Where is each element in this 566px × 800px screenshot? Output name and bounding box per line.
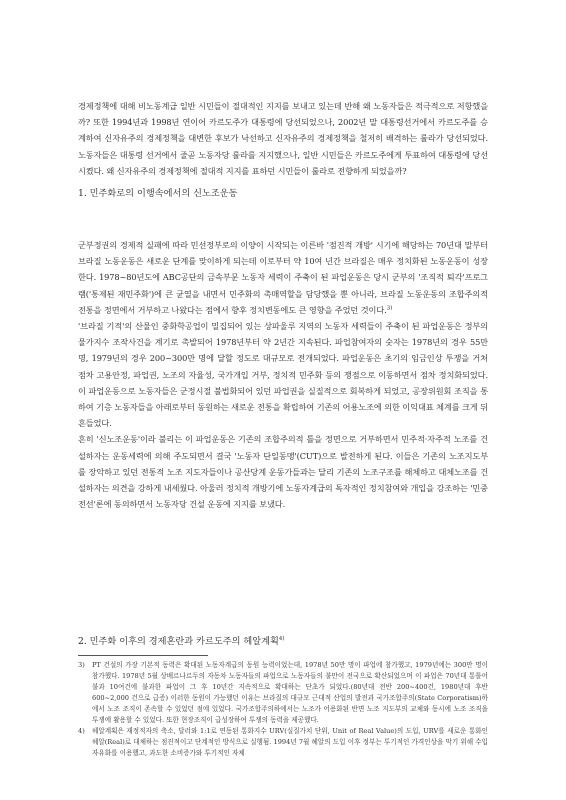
footnote-divider bbox=[78, 655, 208, 656]
footnote-ref-4[interactable]: 4) bbox=[278, 635, 285, 642]
intro-paragraph-text: 경제정책에 대해 비노동계급 일반 시민들이 절대적인 지지를 보내고 있는데 반해 왜 노동자들은 적극적으로 저항했을까? 또한 1994년과 1998년 연이어 카르도주가 대통령에 당선되었으나, 2002년 말 대통령선거에서 카르도주를 승계하여 신자유주의 경제정책을 대변한 후보가 낙선하고 신자유주의 경제정책을 철저히 배격하는 룰라가 당선되었다. 노동자들은 대통령 선거에서 줄곧 노동자당 룰라를 지지했으나, 일반 시민들은 카르도주에게 투표하여 대통령에 당선시켰다. 왜 신자유주의 경제정책에 절대적 지지를 표하던 시민들이 룰라로 전향하게 되었을까? bbox=[78, 101, 488, 176]
section-1-heading: 1. 민주화로의 이행속에서의 신노조운동 bbox=[78, 188, 238, 199]
footnote-text: 헤알계획은 재정적자의 축소, 달러와 1:1로 연동된 통화지수 URV(실질가치 단위, Unit of Real Value)의 도입, URV를 새로운 통화인 헤알(Real)로 대체하는 점진적이고 단계적인 방식으로 실행됨. 1994년 7월 헤알의 도입 이후 정부는 투기적인 가격인상을 막기 위해 수입자유화를 이용했고, 과도한 소비증가와 투기적인 자체 bbox=[92, 727, 488, 757]
footnote-ref-3[interactable]: 3) bbox=[386, 305, 393, 312]
section-1-paragraph-1-text: 군부정권의 경제적 실패에 따라 민선정부로의 이양이 시작되는 이른바 '점진적 개방' 시기에 해당하는 70년대 말부터 브라질 노동운동은 새로운 단계를 맞이하게 되는데 이로부터 약 10여 년간 브라질은 매우 정치화된 노동운동이 성장한다. 1978~80년도에 ABC공단의 금속부문 노동자 세력이 주축이 된 파업운동은 당시 군부의 '조직적 퇴각'프로그램('통제된 재민주화')에 큰 균열을 내면서 민주화의 촉매역할을 담당했을 뿐 아니라, 브라질 노동운동의 조합주의적 전통을 정면에서 거부하고 나왔다는 점에서 향후 정치변동에도 큰 영향을 주었던 것이다. bbox=[78, 240, 488, 315]
intro-paragraph bbox=[78, 98, 488, 179]
footnote-text: PT 건설의 가장 기본적 동력은 확대된 노동자계급의 동원 능력이었는데, 1978년 50만 명이 파업에 참가했고, 1979년에는 300만 명이 참가했다. 1978년 5월 상베르나르두의 자동차 노동자들의 파업으로 노동자들의 불만이 전국으로 확산되었으며 이 파업은 70년대 통틀어 불과 10여건에 불과한 파업이 그 후 10년간 지속적으로 확대하는 단초가 되었다.(80년대 전반 200~400건, 1980년대 후반 600~2,000 건으로 급증) 이러한 동원이 가능했던 이유는 브라질의 대규모 근대적 산업의 발전과 국가조합주의(State Corporatism)하에서 노조 조직이 존속할 수 있었던 점에 있었다. 국가조합주의하에서는 노조가 어용화된 반면 노조 지도부의 교체와 동시에 노조 조직을 투쟁에 활용할 수 있었다. 또한 현장조직이 급성장하여 투쟁의 동력을 제공했다. bbox=[92, 661, 488, 724]
footnote-number: 4) bbox=[78, 727, 85, 735]
footnote-3 bbox=[78, 660, 488, 726]
footnote-4 bbox=[78, 726, 488, 759]
section-2-heading bbox=[78, 633, 285, 647]
section-1-paragraph-2: '브라질 기적'의 산물인 중화학공업이 밀집되어 있는 상파울루 지역의 노동자 세력들이 주축이 된 파업운동은 정부의 물가지수 조작사건을 계기로 촉발되어 1978년부터 약 2년간 지속된다. 파업참여자의 숫자는 1978년의 경우 55만명, 1979년의 경우 200~300만 명에 달할 정도로 대규모로 전개되었다. 파업운동은 초기의 임금인상 투쟁을 거쳐 점차 고용안정, 파업권, 노조의 자율성, 국가개입 거부, 정치적 민주화 등의 쟁점으로 이동하면서 점차 정치화되었다. 이 파업운동으로 노동자들은 군정시절 불법화되어 있던 파업권을 실질적으로 회복하게 되었고, 공장위원회 조직을 통하여 기층 노동자들을 아래로부터 동원하는 새로운 전통을 확립하여 기존의 어용노조에 의한 이익대표 체계를 크게 뒤흔들었다. bbox=[78, 321, 488, 429]
section-2-heading-text: 2. 민주화 이후의 경제혼란과 카르도주의 헤알계획 bbox=[78, 636, 279, 647]
footnotes bbox=[78, 660, 488, 759]
section-1-paragraph-3: 흔히 '신노조운동'이라 불리는 이 파업운동은 기존의 조합주의적 틀을 정면으로 거부하면서 민주적·자주적 노조를 건설하자는 운동세력에 의해 주도되면서 결국 '노동자 단일동맹'(CUT)으로 발전하게 된다. 이들은 기존의 노조지도부를 장악하고 있던 전통적 노조 지도자들이나 공산당계 운동가들과는 달리 기존의 노조구조를 해체하고 대체노조를 건설하자는 의견을 강하게 내세웠다. 아울러 정치적 개방기에 노동자계급의 독자적인 정치참여와 개입을 강조하는 '민중전선'론에 동의하면서 노동자당 건설 운동에 지지를 보냈다. bbox=[78, 434, 488, 510]
section-1-paragraph-1 bbox=[78, 237, 488, 318]
section-1-body bbox=[78, 237, 488, 512]
footnote-number: 3) bbox=[78, 661, 85, 669]
